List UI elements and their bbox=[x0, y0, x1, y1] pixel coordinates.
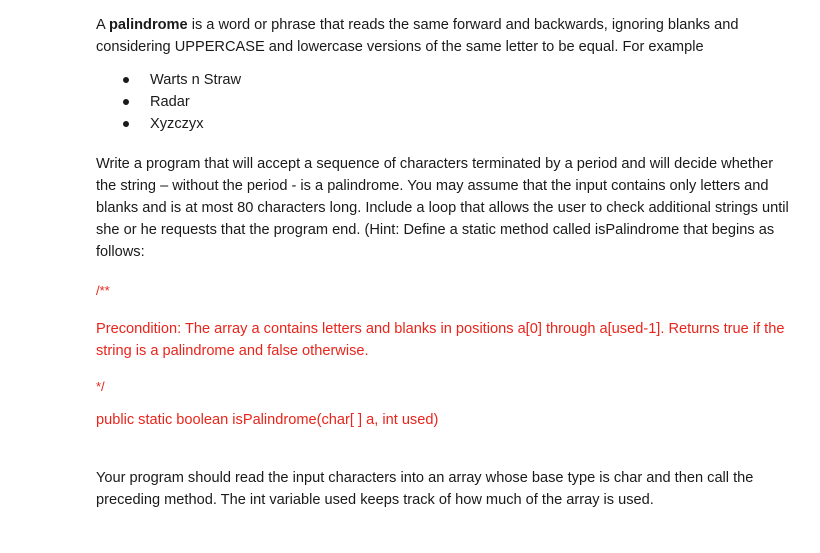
comment-open: /** bbox=[96, 283, 110, 298]
bullet-icon bbox=[123, 77, 129, 83]
examples-list bbox=[96, 69, 796, 135]
example-text: Xyzczyx bbox=[150, 116, 204, 132]
intro-prefix: A bbox=[96, 17, 109, 33]
palindrome-term: palindrome bbox=[108, 17, 188, 33]
closing-paragraph: Your program should read the input characters into an array whose base type is char and then call the preceding method. The int variable used keeps track of how much of the array is used. bbox=[96, 470, 754, 508]
bullet-icon bbox=[123, 99, 129, 105]
precondition-text: Precondition: The array a contains letters and blanks in positions a[0] through a[used-1]. Returns true if the string is a palindrome and false otherwise. bbox=[96, 321, 785, 359]
document-page bbox=[96, 14, 796, 511]
comment-close: */ bbox=[96, 379, 105, 394]
intro-paragraph bbox=[96, 14, 796, 58]
bullet-icon bbox=[123, 121, 129, 127]
example-text: Warts n Straw bbox=[150, 72, 242, 88]
list-item bbox=[96, 113, 796, 135]
example-text: Radar bbox=[150, 94, 190, 110]
list-item bbox=[96, 69, 796, 91]
task-paragraph: Write a program that will accept a sequence of characters terminated by a period and will decide whether the string – without the period - is a palindrome. You may assume that the input contains only letters and blanks and is at most 80 characters long. Include a loop that allows the user to check additional strings until she or he requests that the program end. (Hint: Define a static method called isPalindrome that begins as follows: bbox=[96, 156, 789, 260]
intro-text: is a word or phrase that reads the same forward and backwards, ignoring blanks and considering UPPERCASE and lowercase versions of the same letter to be equal. For example bbox=[96, 17, 739, 55]
method-signature: public static boolean isPalindrome(char[ ] a, int used) bbox=[96, 412, 439, 428]
list-item bbox=[96, 91, 796, 113]
